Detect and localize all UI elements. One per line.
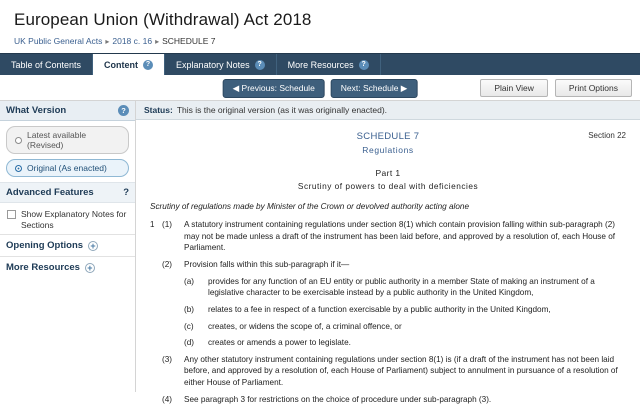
margin-number: 1 (150, 220, 155, 230)
tab-explanatory-notes[interactable] (165, 54, 277, 75)
breadcrumb (14, 36, 628, 46)
tab-more-resources[interactable] (277, 54, 381, 75)
paragraph-text: creates, or widens the scope of, a criminal offence, or (208, 321, 402, 331)
paragraph-text: A statutory instrument containing regulations under section 8(1) which contain provision falling within sub-paragraph (2) may not be made unless a draft of the instrument has been laid before, and approved by a resolution of, each House of Parliament. (184, 220, 616, 253)
sidebar (0, 101, 136, 392)
tab-label: Content (104, 59, 139, 70)
section-reference: Section 22 (588, 131, 626, 140)
schedule-heading: SCHEDULE 7 (356, 131, 420, 142)
main-nav (0, 53, 640, 75)
sidebar-section-advanced-features (0, 182, 135, 203)
paragraph-text: creates or amends a power to legislate. (208, 338, 351, 348)
version-option-label: Original (As enacted) (27, 163, 107, 173)
help-icon[interactable]: ? (143, 60, 153, 70)
help-icon[interactable]: ? (123, 187, 129, 198)
paragraph-number: (b) (184, 304, 195, 314)
plain-view-button[interactable]: Plain View (480, 79, 548, 97)
expand-plus-icon[interactable]: + (88, 241, 98, 251)
paragraph-number: (2) (162, 259, 173, 269)
tab-table-of-contents[interactable] (0, 54, 93, 75)
next-schedule-button[interactable]: Next: Schedule ▶ (331, 79, 418, 98)
paragraph-number: (3) (162, 354, 173, 364)
page-body (0, 101, 640, 404)
tab-label: More Resources (287, 59, 354, 70)
version-option-original[interactable] (6, 159, 129, 177)
tab-label: Table of Contents (11, 59, 82, 70)
paragraph-number: (1) (162, 220, 173, 230)
paragraph-text: relates to a fee in respect of a function exercisable by a public authority in the United Kingdom, (208, 304, 551, 314)
version-option-label: Latest available (Revised) (27, 130, 87, 150)
paragraph-number: (4) (162, 394, 173, 404)
checkbox-label: Show Explanatory Notes for Sections (21, 209, 127, 230)
sidebar-item-opening-options[interactable] (0, 234, 135, 256)
sidebar-section-what-version (0, 101, 135, 121)
part-heading: Part 1 (375, 167, 401, 178)
version-option-latest[interactable] (6, 126, 129, 154)
document-toolbar (0, 75, 640, 101)
paragraph-number: (d) (184, 338, 195, 348)
paragraph-text: provides for any function of an EU entity or public authority in a member State of making an instrument of a legislative character to be exercisable instead by a public authority in the United Kingdom, (208, 276, 595, 298)
sidebar-item-label: More Resources (6, 262, 80, 274)
sidebar-item-more-resources[interactable] (0, 256, 135, 278)
status-text: This is the original version (as it was originally enacted). (176, 105, 388, 115)
help-icon[interactable]: ? (359, 60, 369, 70)
paragraph (150, 259, 626, 271)
paragraph-number: (c) (184, 321, 194, 331)
main-content (136, 101, 640, 404)
paragraph (150, 337, 626, 349)
part-title: Scrutiny of powers to deal with deficiencies (297, 180, 479, 191)
expand-plus-icon[interactable]: + (85, 263, 95, 273)
breadcrumb-item-2: SCHEDULE 7 (162, 36, 216, 46)
paragraph (150, 219, 626, 254)
sidebar-section-title: Advanced Features (6, 187, 94, 198)
paragraph-text: Provision falls within this sub-paragraph if it— (184, 259, 350, 269)
sidebar-section-title: What Version (6, 105, 67, 116)
cross-heading: Scrutiny of regulations made by Minister of the Crown or devolved authority acting alone (150, 202, 470, 212)
paragraph (150, 276, 626, 299)
page-header (0, 0, 640, 46)
status-label: Status: (144, 105, 173, 115)
checkbox-icon[interactable] (7, 210, 16, 219)
tab-content[interactable] (93, 54, 165, 75)
document-body (136, 120, 640, 405)
breadcrumb-item-0[interactable]: UK Public General Acts (14, 36, 103, 46)
previous-schedule-button[interactable]: ◀ Previous: Schedule (223, 79, 325, 98)
show-explanatory-notes-checkbox-row[interactable] (0, 203, 135, 234)
page-title: European Union (Withdrawal) Act 2018 (14, 10, 312, 29)
help-icon[interactable]: ? (255, 60, 265, 70)
paragraph-text: Any other statutory instrument containing regulations under section 8(1) is (if a draft of the instrument has not been laid before, and approved by a resolution of, each House of Parliament) subject to annulment in pursuance of a resolution of either House of Parliament. (184, 354, 618, 388)
help-icon[interactable]: ? (118, 105, 129, 116)
paragraph-text: See paragraph 3 for restrictions on the choice of procedure under sub-paragraph (3). (184, 394, 492, 404)
pager-controls (223, 79, 418, 98)
print-options-button[interactable]: Print Options (555, 79, 632, 97)
toolbar-actions (480, 79, 632, 97)
paragraph-number: (a) (184, 276, 195, 286)
schedule-subheading: Regulations (362, 145, 414, 156)
breadcrumb-separator: ▸ (105, 37, 110, 46)
sidebar-item-label: Opening Options (6, 240, 84, 252)
paragraph (150, 394, 626, 405)
radio-icon (15, 165, 22, 172)
paragraph (150, 354, 626, 389)
status-bar (136, 101, 640, 120)
paragraph (150, 304, 626, 316)
breadcrumb-item-1[interactable]: 2018 c. 16 (112, 36, 153, 46)
paragraph (150, 321, 626, 333)
radio-icon (15, 137, 22, 144)
tab-label: Explanatory Notes (176, 59, 250, 70)
breadcrumb-separator: ▸ (155, 37, 160, 46)
